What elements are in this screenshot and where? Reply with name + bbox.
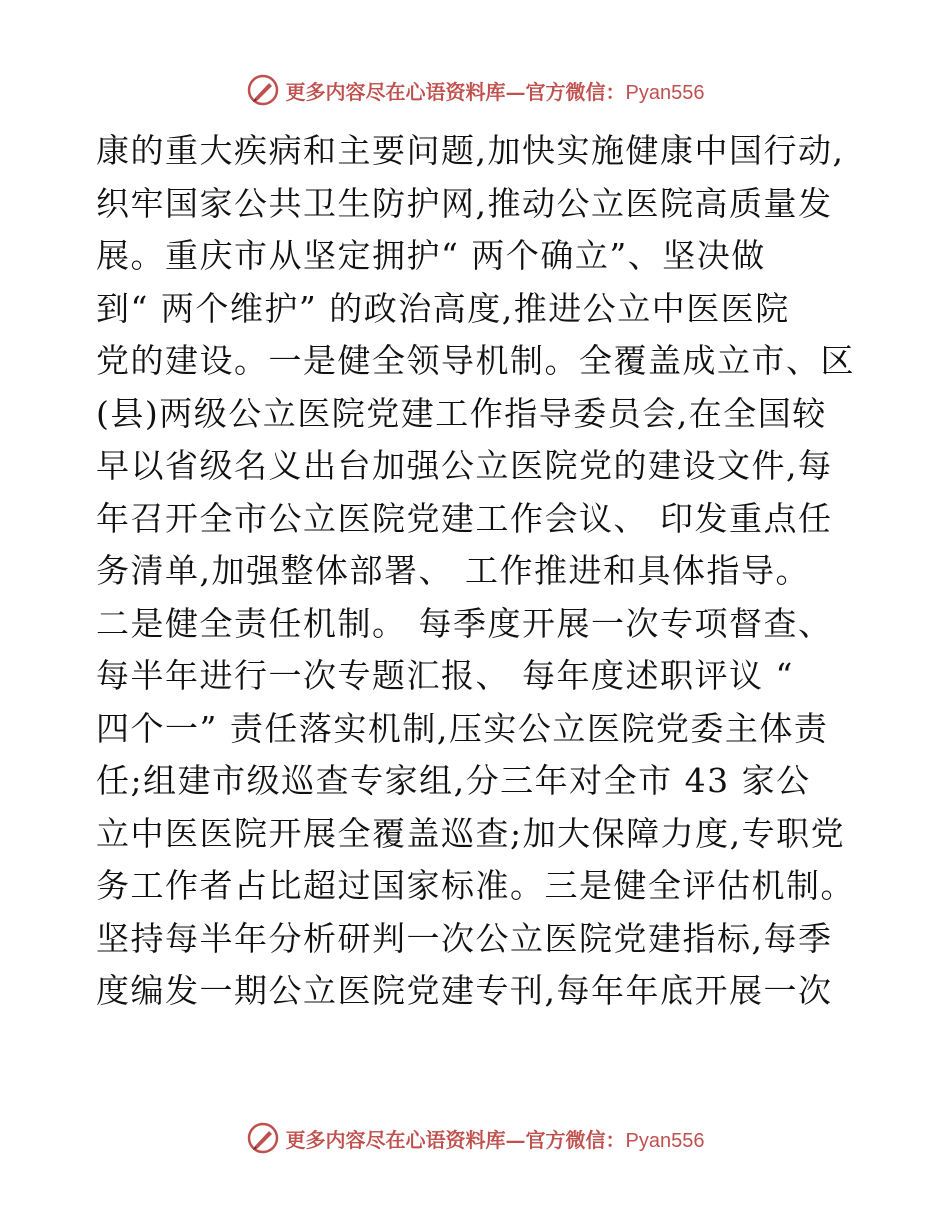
text-line: 二是健全责任机制。 每季度开展一次专项督查、 bbox=[96, 603, 833, 643]
text-line: 展。重庆市从坚定拥护“ 两个确立”、坚决做 bbox=[96, 236, 766, 275]
header-watermark bbox=[0, 72, 950, 108]
text-line: 任;组建市级巡查专家组,分三年对全市 43 家公 bbox=[96, 761, 811, 800]
text-line: 康的重大疾病和主要问题,加快实施健康中国行动, bbox=[96, 131, 845, 170]
text-line: 年召开全市公立医院党建工作会议、 印发重点任 bbox=[96, 498, 833, 538]
text-line: 党的建设。一是健全领导机制。全覆盖成立市、区 bbox=[96, 341, 855, 380]
pen-logo-icon bbox=[246, 1121, 280, 1155]
text-line: 早以省级名义出台加强公立医院党的建设文件,每 bbox=[96, 446, 833, 485]
pen-logo-icon bbox=[246, 73, 280, 107]
text-line: 务工作者占比超过国家标准。三是健全评估机制。 bbox=[96, 866, 855, 905]
watermark-handle: Pyan556 bbox=[625, 81, 705, 104]
text-line: 立中医医院开展全覆盖巡查;加大保障力度,专职党 bbox=[96, 813, 846, 853]
body-text bbox=[96, 125, 856, 1018]
watermark-text: 更多内容尽在心语资料库—官方微信：Pyan556 bbox=[285, 79, 705, 104]
watermark-handle: Pyan556 bbox=[625, 1129, 705, 1152]
text-line: (县)两级公立医院党建工作指导委员会,在全国较 bbox=[96, 393, 827, 433]
text-line: 每半年进行一次专题汇报、 每年度述职评议 “ bbox=[96, 656, 794, 695]
text-line: 到“ 两个维护” 的政治高度,推进公立中医医院 bbox=[96, 288, 790, 328]
text-line: 四个一” 责任落实机制,压实公立医院党委主体责 bbox=[96, 708, 829, 748]
footer-watermark bbox=[0, 1120, 950, 1156]
watermark-text: 更多内容尽在心语资料库—官方微信：Pyan556 bbox=[285, 1127, 705, 1152]
text-line: 度编发一期公立医院党建专刊,每年年底开展一次 bbox=[96, 971, 833, 1010]
text-line: 坚持每半年分析研判一次公立医院党建指标,每季 bbox=[96, 918, 833, 958]
text-line: 织牢国家公共卫生防护网,推动公立医院高质量发 bbox=[96, 183, 833, 223]
text-line: 务清单,加强整体部署、 工作推进和具体指导。 bbox=[96, 551, 810, 590]
